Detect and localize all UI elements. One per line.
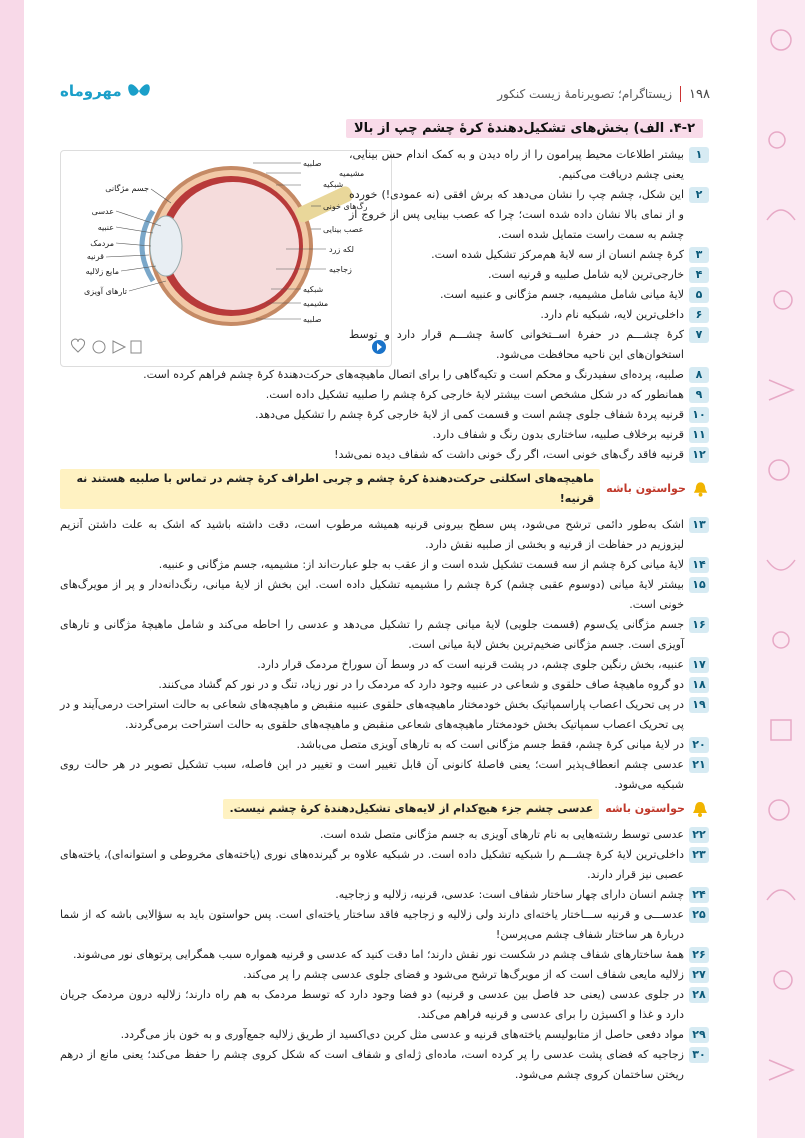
item-text: بیشتر اطلاعات محیط پیرامون را از راه دیدن و به کمک اندام حس بینایی، یعنی چشم دریافت می‌کنیم.: [349, 148, 684, 181]
list-item: [60, 575, 709, 615]
item-text: صلبیه، پرده‌ای سفیدرنگ و محکم است و تکیه‌گاهی را برای اتصال ماهیچه‌های حرکت‌دهندهٔ کرهٔ چشم فراهم کرده است.: [143, 368, 684, 381]
note-text: ماهیچه‌های اسکلتی حرکت‌دهندهٔ کرهٔ چشم و چربی اطراف کرهٔ چشم در تماس با صلبیه هستند نه قرنیه!: [60, 469, 600, 509]
item-number: ۱۱: [689, 427, 709, 443]
list-item: [60, 615, 709, 655]
list-item: [60, 555, 709, 575]
main-content: [60, 145, 709, 1085]
item-text: زجاجیه که فضای پشت عدسی را پر کرده است، ماده‌ای ژله‌ای و شفاف است که شکل کروی چشم را حفظ می‌کند؛ یعنی مانع از درهم ریختن ساختمان کروی چشم می‌شود.: [60, 1048, 684, 1081]
list-item: [60, 885, 709, 905]
list-item: [60, 1045, 709, 1085]
section-title: ۴-۲. الف) بخش‌های تشکیل‌دهندهٔ کرهٔ چشم چپ از بالا: [346, 119, 703, 138]
doodle-pattern: [757, 0, 805, 1138]
item-number: ۲۰: [689, 737, 709, 753]
label-optic-nerve: عصب بینایی: [323, 225, 364, 234]
item-text: در پی تحریک اعصاب پاراسمپاتیک بخش خودمختار ماهیچه‌های حلقوی عنبیه منقبض و ماهیچه‌های شعاعی به حالت استراحت درمی‌آیند و در پی تحریک اعصاب سمپاتیک بخش خودمختار ماهیچه‌های شعاعی منقبض و ماهیچه‌های حلقوی به حالت استراحت برمی‌گردند.: [60, 698, 684, 731]
item-text: همهٔ ساختارهای شفاف چشم در شکست نور نقش دارند؛ اما دقت کنید که عدسی و قرنیه همواره سبب همگرایی پرتوهای نور می‌شوند.: [72, 948, 684, 961]
item-text: عنبیه، بخش رنگین جلوی چشم، در پشت قرنیه است که در وسط آن سوراخ مردمک قرار دارد.: [257, 658, 684, 671]
note-label: حواستون باشه: [606, 482, 686, 495]
list-item: [60, 655, 709, 675]
item-number: ۲۲: [689, 827, 709, 843]
item-text: همانطور که در شکل مشخص است بیشتر لایهٔ خارجی کرهٔ چشم را صلبیه تشکیل داده است.: [265, 388, 684, 401]
item-text: قرنیه پردهٔ شفاف جلوی چشم است و قسمت کمی از لایهٔ خارجی کرهٔ چشم را تشکیل می‌دهد.: [255, 408, 684, 421]
item-text: این شکل، چشم چپ را نشان می‌دهد که برش افقی (نه عمودی!) خورده و از نمای بالا نشان داده شده است؛ چرا که عصب بینایی پس از خروج از چشم به سمت راست متمایل شده است.: [349, 188, 684, 241]
item-text: خارجی‌ترین لایه شامل صلبیه و قرنیه است.: [487, 268, 684, 281]
item-number: ۷: [689, 327, 709, 343]
section-title-row: [350, 114, 709, 142]
header-divider: [680, 86, 681, 102]
list-item: [60, 265, 709, 285]
decorative-side-strip: [757, 0, 805, 1138]
item-number: ۱۸: [689, 677, 709, 693]
item-text: کرهٔ چشـــم در حفرهٔ اســتخوانی کاسهٔ چشـــم قرار دارد و توسط استخوان‌های این ناحیه محافظت می‌شود.: [349, 328, 684, 361]
item-text: در لایهٔ میانی کرهٔ چشم، فقط جسم مژگانی است که به تارهای آویزی متصل می‌باشد.: [296, 738, 684, 751]
running-title: زیستاگرام؛ تصویرنامهٔ زیست کنکور: [497, 87, 673, 101]
list-item: [60, 365, 709, 385]
item-text: لایهٔ میانی کرهٔ چشم از سه قسمت تشکیل شده است و از عقب به جلو عبارت‌اند از: مشیمیه، جسم مژگانی و عنبیه.: [158, 558, 684, 571]
item-number: ۱۹: [689, 697, 709, 713]
item-number: ۱۶: [689, 617, 709, 633]
item-text: داخلی‌ترین لایهٔ کرهٔ چشـــم را شبکیه تشکیل داده است. در شبکیه علاوه بر گیرنده‌های نوری (یاخته‌های مخروطی و استوانه‌ای)، یاخته‌های عصبی نیز قرار دارند.: [60, 848, 684, 881]
items-top-list: [60, 145, 709, 365]
label-macula: لکه زرد: [329, 245, 354, 254]
list-item: [60, 445, 709, 465]
logo-text: مهروماه: [60, 82, 122, 100]
items-b-list: [60, 825, 709, 1085]
note-box: [60, 799, 709, 819]
item-text: قرنیه برخلاف صلبیه، ساختاری بدون رنگ و شفاف دارد.: [432, 428, 684, 441]
item-number: ۲۴: [689, 887, 709, 903]
list-item: [60, 285, 709, 305]
label-cornea: قرنیه: [86, 252, 104, 261]
butterfly-icon: [126, 80, 152, 102]
list-item: [60, 735, 709, 755]
item-number: ۸: [689, 367, 709, 383]
label-ciliary-body: جسم مژگانی: [105, 184, 149, 193]
note-box: [60, 469, 709, 509]
item-text: عدسی چشم انعطاف‌پذیر است؛ یعنی فاصلهٔ کانونی آن قابل تغییر است و تغییر در این فاصله، سبب تشکیل تصویر در هر حالت روی شبکیه می‌شود.: [60, 758, 684, 791]
item-number: ۳۰: [689, 1047, 709, 1063]
list-item: [60, 965, 709, 985]
list-item: [60, 985, 709, 1025]
item-text: لایهٔ میانی شامل مشیمیه، جسم مژگانی و عنبیه است.: [440, 288, 684, 301]
page-header: [60, 78, 710, 114]
label-retina-bottom: شبکیه: [303, 285, 324, 294]
item-number: ۱۳: [689, 517, 709, 533]
item-text: جسم مژگانی یک‌سوم (قسمت جلویی) لایهٔ میانی چشم را تشکیل می‌دهد و عدسی را احاطه می‌کند و شامل ماهیچهٔ مژگانی و تارهای آویزی است. جسم مژگانی ضخیم‌ترین بخش لایهٔ میانی است.: [60, 618, 684, 651]
item-text: اشک به‌طور دائمی ترشح می‌شود، پس سطح بیرونی قرنیه همیشه مرطوب است، دقت داشته باشید که اشک به علت داشتن آنزیم لیزوزیم در حفاظت از قرنیه و بخشی از صلبیه نقش دارد.: [60, 518, 684, 551]
item-text: کرهٔ چشم انسان از سه لایهٔ هم‌مرکز تشکیل شده است.: [431, 248, 684, 261]
item-text: داخلی‌ترین لایه، شبکیه نام دارد.: [540, 308, 684, 321]
note-text: عدسی چشم جزء هیچ‌کدام از لایه‌های تشکیل‌دهندهٔ کرهٔ چشم نیست.: [223, 799, 599, 819]
list-item: [60, 305, 709, 325]
label-sclera-top: صلبیه: [303, 159, 322, 168]
list-item: [60, 1025, 709, 1045]
item-number: ۴: [689, 267, 709, 283]
label-choroid-top: مشیمیه: [339, 169, 365, 178]
item-text: در جلوی عدسی (یعنی حد فاصل بین عدسی و قرنیه) دو فضا وجود دارد که توسط مردمک به هم راه دارند؛ زلالیه درون مردمک جریان دارد و غذا و اکسیژن را برای عدسی و قرنیه فراهم می‌کند.: [60, 988, 684, 1021]
list-item: [60, 945, 709, 965]
item-text: چشم انسان دارای چهار ساختار شفاف است: عدسی، قرنیه، زلالیه و زجاجیه.: [335, 888, 684, 901]
items-mid-list: [60, 365, 709, 465]
note-label: حواستون باشه: [605, 802, 685, 815]
item-number: ۵: [689, 287, 709, 303]
label-sclera-bottom: صلبیه: [303, 315, 322, 324]
item-text: قرنیه فاقد رگ‌های خونی است، اگر رگ خونی داشت که شفاف دیده نمی‌شد!: [334, 448, 684, 461]
item-text: مواد دفعی حاصل از متابولیسم یاخته‌های قرنیه و عدسی مثل کربن دی‌اکسید از طریق زلالیه جمع‌آوری و به خون باز می‌گردد.: [120, 1028, 684, 1041]
list-item: [60, 825, 709, 845]
page-number: ۱۹۸: [689, 86, 710, 102]
item-number: ۲۹: [689, 1027, 709, 1043]
item-number: ۲۶: [689, 947, 709, 963]
label-vitreous: زجاجیه: [329, 265, 352, 274]
list-item: [60, 405, 709, 425]
label-aqueous-humor: مایع زلالیه: [85, 267, 119, 276]
list-item: [60, 905, 709, 945]
label-blood-vessels: رگ‌های خونی: [323, 202, 368, 211]
list-item: [60, 845, 709, 885]
label-iris: عنبیه: [97, 223, 114, 232]
item-number: ۱۴: [689, 557, 709, 573]
list-item: [60, 325, 709, 365]
left-margin-strip: [0, 0, 24, 1138]
list-item: [60, 385, 709, 405]
list-item: [60, 425, 709, 445]
item-number: ۲۳: [689, 847, 709, 863]
label-pupil: مردمک: [90, 239, 114, 248]
item-number: ۳: [689, 247, 709, 263]
item-number: ۲: [689, 187, 709, 203]
item-text: زلالیه مایعی شفاف است که از مویرگ‌ها ترشح می‌شود و فضای جلوی عدسی چشم را پر می‌کند.: [243, 968, 684, 981]
list-item: [60, 245, 709, 265]
bell-icon: [692, 480, 709, 498]
item-text: عدسی توسط رشته‌هایی به نام تارهای آویزی به جسم مژگانی متصل شده است.: [319, 828, 684, 841]
label-lens: عدسی: [91, 207, 114, 216]
list-item: [60, 675, 709, 695]
item-number: ۲۱: [689, 757, 709, 773]
item-number: ۱: [689, 147, 709, 163]
item-text: دو گروه ماهیچهٔ صاف حلقوی و شعاعی در عنبیه وجود دارد که مردمک را در نور زیاد، تنگ و در نور کم گشاد می‌کنند.: [158, 678, 684, 691]
item-number: ۱۰: [689, 407, 709, 423]
item-number: ۲۷: [689, 967, 709, 983]
item-number: ۱۷: [689, 657, 709, 673]
item-number: ۹: [689, 387, 709, 403]
label-suspensory-ligaments: تارهای آویزی: [84, 287, 127, 296]
list-item: [60, 185, 709, 245]
item-number: ۱۲: [689, 447, 709, 463]
publisher-logo: [60, 80, 152, 102]
items-a-list: [60, 515, 709, 795]
label-retina-top: شبکیه: [323, 180, 344, 189]
running-head: [497, 86, 710, 102]
item-text: عدســـی و قرنیه ســـاختار یاخته‌ای دارند ولی زلالیه و زجاجیه فاقد ساختار یاخته‌ای است. پس حواستون باید به سؤالایی باشه که از شما دربارهٔ هر ساختار شفاف چشم می‌پرسن!: [60, 908, 684, 941]
label-choroid-bottom: مشیمیه: [303, 299, 329, 308]
item-number: ۶: [689, 307, 709, 323]
item-number: ۱۵: [689, 577, 709, 593]
list-item: [60, 515, 709, 555]
bell-icon: [691, 800, 709, 818]
item-text: بیشتر لایهٔ میانی (دوسوم عقبی چشم) کرهٔ چشم را مشیمیه تشکیل داده است. این بخش از لایهٔ میانی، رنگ‌دانه‌دار و پر از مویرگ‌های خونی است.: [60, 578, 684, 611]
list-item: [60, 695, 709, 735]
item-number: ۲۵: [689, 907, 709, 923]
list-item: [60, 755, 709, 795]
list-item: [60, 145, 709, 185]
item-number: ۲۸: [689, 987, 709, 1003]
